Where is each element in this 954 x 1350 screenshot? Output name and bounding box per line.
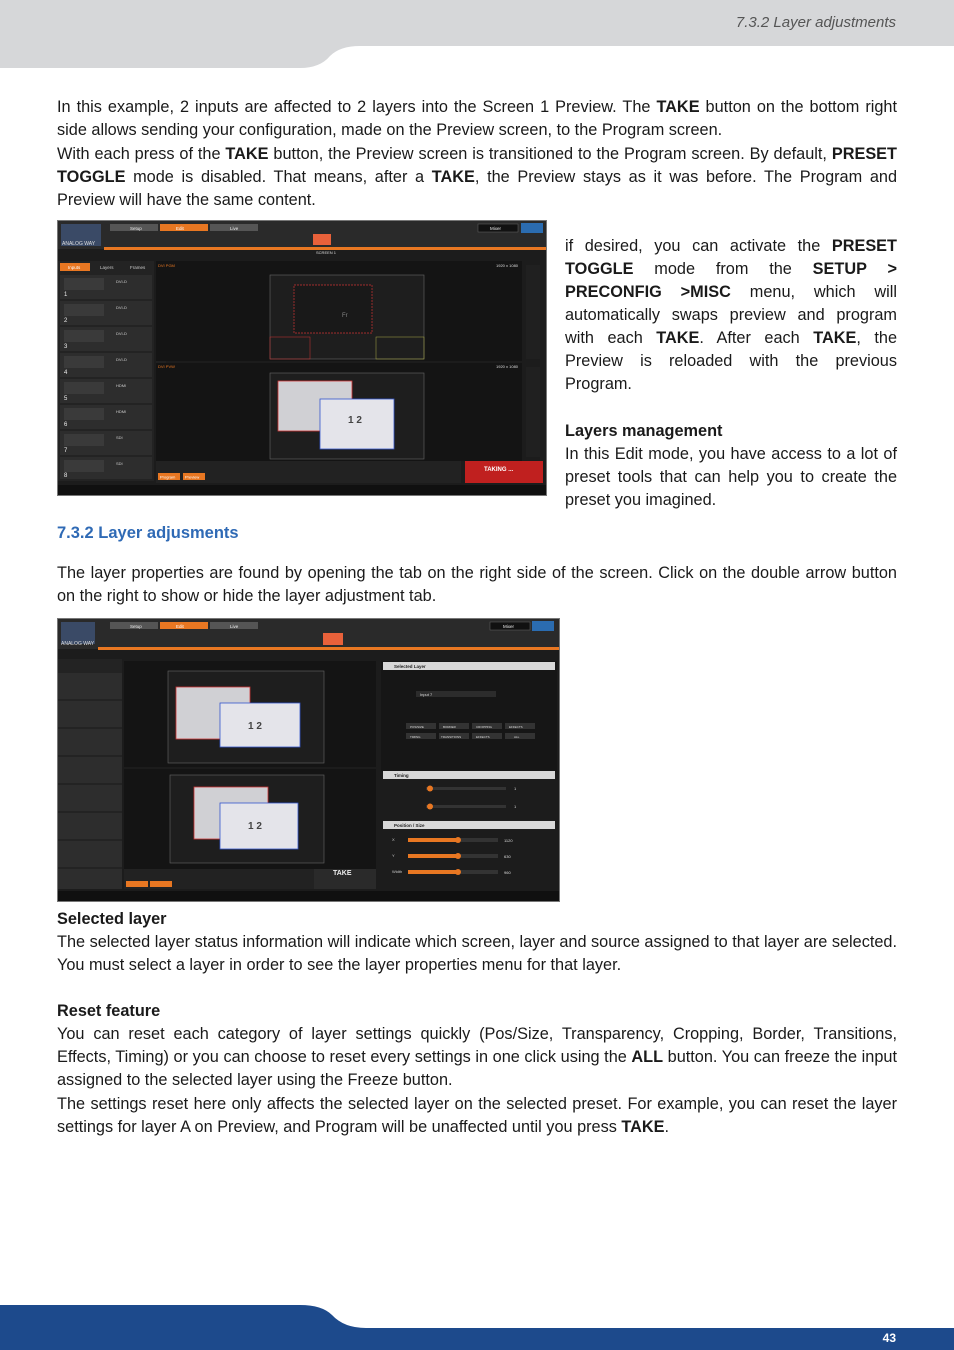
svg-text:6: 6 xyxy=(64,422,68,428)
svg-text:BORDER: BORDER xyxy=(443,725,456,729)
header-section-title: 7.3.2 Layer adjustments xyxy=(735,14,896,31)
brand-text: ANALOG WAY xyxy=(62,241,96,247)
mode-label: Mixer xyxy=(490,226,501,231)
svg-text:1 2: 1 2 xyxy=(248,721,262,732)
intro-paragraph-2: With each press of the TAKE button, the Preview screen is transitioned to the Program screen. By default, PRESET TOGGLE mode is disabled. That means, after a TAKE, the Preview stays as it was before. The Program and Preview will have the same content. xyxy=(57,145,897,209)
preset-toggle-paragraph: if desired, you can activate the PRESET TOGGLE mode from the SETUP > PRECONFIG >MISC menu, which will automatically swaps preview and program with each TAKE. After each TAKE, the Preview is reloaded with the previous Program. xyxy=(565,237,898,393)
layers-management-heading: Layers management xyxy=(565,422,723,440)
screenshot-edit-mode xyxy=(57,220,547,496)
svg-text:Position / Size: Position / Size xyxy=(394,823,425,828)
svg-text:1: 1 xyxy=(64,292,68,298)
screen-label: SCREEN 1 xyxy=(316,250,337,255)
svg-text:HDMI: HDMI xyxy=(116,383,127,388)
header-band xyxy=(0,0,954,70)
svg-text:ANALOG WAY: ANALOG WAY xyxy=(61,641,95,647)
svg-text:Program: Program xyxy=(160,474,176,480)
svg-text:960: 960 xyxy=(504,870,511,875)
tab-live[interactable]: Live xyxy=(230,624,239,629)
svg-text:Inputs: Inputs xyxy=(68,265,81,270)
svg-text:8: 8 xyxy=(64,473,68,479)
svg-text:1120: 1120 xyxy=(504,838,513,843)
svg-text:Timing: Timing xyxy=(394,773,409,778)
svg-text:Layers: Layers xyxy=(100,265,114,270)
svg-text:CROPPING: CROPPING xyxy=(476,725,493,729)
svg-text:5: 5 xyxy=(64,396,68,402)
tab-edit[interactable]: Edit xyxy=(176,226,184,231)
svg-text:DVI PVW: DVI PVW xyxy=(158,364,175,369)
tab-setup[interactable]: Setup xyxy=(130,624,142,629)
svg-text:Input 7: Input 7 xyxy=(420,692,433,697)
footer-band xyxy=(0,1300,954,1350)
take-button-label: TAKE xyxy=(333,870,352,877)
tab-edit[interactable]: Edit xyxy=(176,624,184,629)
svg-text:DVI PGM: DVI PGM xyxy=(158,263,175,268)
svg-text:630: 630 xyxy=(504,854,511,859)
svg-text:ALL: ALL xyxy=(514,735,520,739)
selected-layer-heading: Selected layer xyxy=(57,910,167,928)
take-label: TAKING ... xyxy=(484,467,514,473)
svg-text:1: 1 xyxy=(514,786,517,791)
tab-live[interactable]: Live xyxy=(230,226,239,231)
svg-text:Preview: Preview xyxy=(185,474,200,480)
svg-text:HDMI: HDMI xyxy=(116,409,127,414)
svg-text:DVI-D: DVI-D xyxy=(116,305,127,310)
screen-thumbnail xyxy=(313,234,331,245)
svg-text:EFFECTS: EFFECTS xyxy=(476,735,490,739)
page-number: 43 xyxy=(882,1331,896,1345)
svg-text:DVI-D: DVI-D xyxy=(116,331,127,336)
section-heading: 7.3.2 Layer adjusments xyxy=(57,524,239,542)
reset-feature-section: Reset feature You can reset each category of layer settings quickly (Pos/Size, Transparency, Cropping, Border, Transitions, Effects, Timing) or you can choose to reset every settings in one click using the ALL button. You can freeze the input assigned to the selected layer using the Freeze button. xyxy=(57,1002,897,1089)
svg-text:DVI-D: DVI-D xyxy=(116,279,127,284)
svg-text:4: 4 xyxy=(64,370,68,376)
svg-text:2: 2 xyxy=(64,318,68,324)
svg-text:1: 1 xyxy=(514,804,517,809)
layers-management-text: In this Edit mode, you have access to a lot of preset tools that can help you to create the preset you imagined. xyxy=(565,445,897,509)
svg-text:X: X xyxy=(392,837,395,842)
svg-text:1920 x 1080: 1920 x 1080 xyxy=(496,263,519,268)
svg-text:Mixer: Mixer xyxy=(503,624,514,629)
svg-text:EFFECTS: EFFECTS xyxy=(509,725,523,729)
selected-layer-text: The selected layer status information will indicate which screen, layer and source assigned to that layer are selected. You must select a layer in order to see the layer properties menu for that layer. xyxy=(57,933,897,974)
selected-layer-section xyxy=(57,908,897,977)
svg-text:DVI-D: DVI-D xyxy=(116,357,127,362)
svg-text:Width: Width xyxy=(392,869,403,874)
svg-text:7: 7 xyxy=(64,448,68,454)
svg-text:TIMING: TIMING xyxy=(410,735,421,739)
svg-text:Frames: Frames xyxy=(130,265,146,270)
svg-text:SDI: SDI xyxy=(116,435,123,440)
svg-text:TRANSITIONS: TRANSITIONS xyxy=(441,735,462,739)
screenshot-layer-adjustments xyxy=(57,618,560,902)
section-intro-text: The layer properties are found by opening the tab on the right side of the screen. Click on the double arrow button on the right to show or hide the layer adjustment tab. xyxy=(57,564,897,605)
svg-text:Fr: Fr xyxy=(342,313,348,319)
reset-feature-paragraph-2: The settings reset here only affects the selected layer on the selected preset. For example, you can reset the layer settings for layer A on Preview, and Program will be unaffected until you press TAKE. xyxy=(57,1095,897,1136)
tab-setup[interactable]: Setup xyxy=(130,226,142,231)
svg-text:POS/SIZE: POS/SIZE xyxy=(410,725,424,729)
svg-text:1 2: 1 2 xyxy=(248,821,262,832)
intro-paragraph-1: In this example, 2 inputs are affected to 2 layers into the Screen 1 Preview. The TAKE button on the bottom right side allows sending your configuration, made on the Preview screen, to the Program screen. xyxy=(57,98,897,139)
svg-text:Y: Y xyxy=(392,853,395,858)
svg-text:3: 3 xyxy=(64,344,68,350)
reset-feature-heading: Reset feature xyxy=(57,1002,161,1020)
panel-title: Selected Layer xyxy=(394,664,426,669)
input-list xyxy=(60,275,152,479)
svg-text:SDI: SDI xyxy=(116,461,123,466)
svg-text:1920 x 1080: 1920 x 1080 xyxy=(496,364,519,369)
layers-management-section xyxy=(565,420,897,512)
layer-number-label: 1 2 xyxy=(348,415,362,426)
